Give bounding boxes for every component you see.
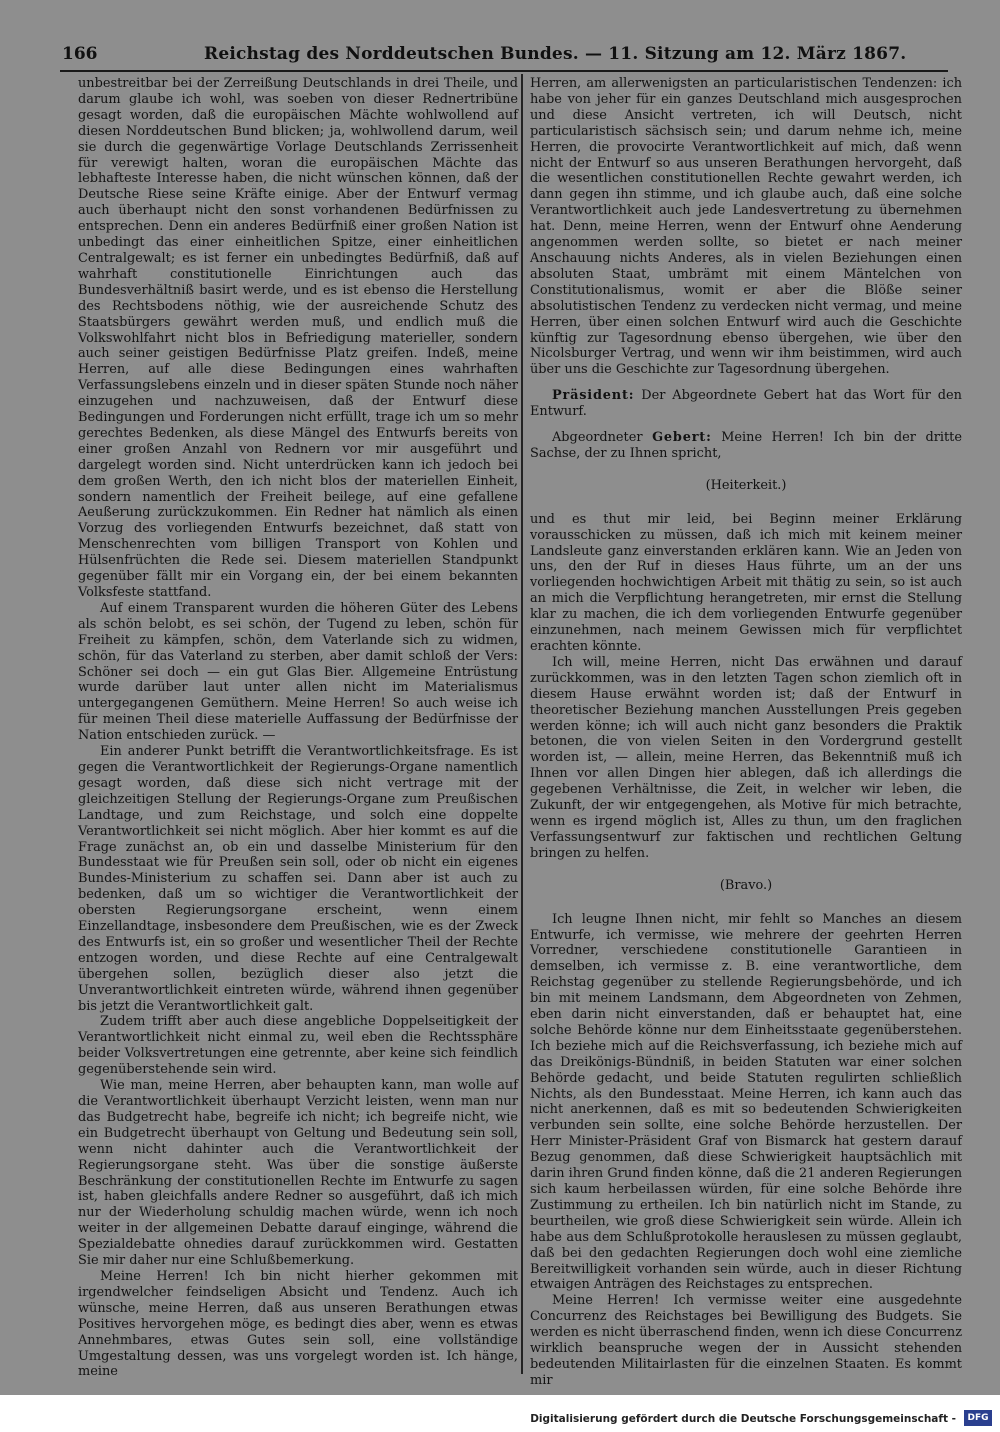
paragraph: Zudem trifft aber auch diese angebliche Doppelseitigkeit der Verantwortlichkeit nicht einmal zu, weil eben die Rechtssphäre beider Volksvertretungen eine getrennte, aber keine sich feindlich gegenüberstehende sein wird. (78, 1014, 518, 1078)
president-text: Der Abgeordnete Gebert hat das Wort für den Entwurf. (530, 388, 962, 420)
paragraph: Herren, am allerwenigsten an particularistischen Tendenzen: ich habe von jeher für ein ganzes Deutschland mich ausgesprochen und diese Ansicht vertreten, ich will Deutsch, nicht particularistisch sächsisch sein; und darum nehme ich, meine Herren, die provocirte Verantwortlichkeit auf mich, daß wenn nicht der Entwurf so aus unseren Berathungen hervorgeht, daß die wesentlichen constitutionellen Rechte gewahrt werden, ich dann gegen ihn stimme, und ich glaube auch, daß eine solche Verantwortlichkeit auch jede Landesvertretung zu übernehmen hat. Denn, meine Herren, wenn der Entwurf ohne Aenderung angenommen werden sollte, so bietet er nach meiner Anschauung nichts Anderes, als in vielen Beziehungen einen absoluten Staat, umbrämt mit einem Mäntelchen von Constitutionalismus, womit er aber die Blöße seiner absolutistischen Tendenz zu verdecken nicht vermag, und meine Herren, über einen solchen Entwurf wird auch die Geschichte künftig zur Tagesordnung ebenso übergehen, wie über den Nicolsburger Vertrag, und wenn wir ihm beistimmen, wird auch über uns die Geschichte zur Tagesordnung übergehen. (530, 76, 962, 378)
president-statement (530, 388, 962, 420)
paragraph: Meine Herren! Ich bin nicht hierher gekommen mit irgendwelcher feindseligen Absicht und Tendenz. Auch ich wünsche, meine Herren, daß aus unseren Berathungen etwas Positives hervorgehen möge, es bedingt dies aber, wenn es etwas Annehmbares, etwas Gutes sein soll, eine vollständige Umgestaltung dessen, was uns vorgelegt worden ist. Ich hänge, meine (78, 1268, 518, 1380)
right-column (530, 76, 962, 1389)
speaker-gebert: Gebert: (652, 430, 712, 446)
paragraph: Ein anderer Punkt betrifft die Verantwortlichkeitsfrage. Es ist gegen die Verantwortlichkeit der Regierungs-Organe namentlich gesagt worden, daß diese sich nicht vertrage mit der gleichzeitigen Stellung der Regierungs-Organe zum Preußischen Landtage, und zum Reichstage, und solch eine doppelte Verantwortlichkeit sei nicht möglich. Aber hier kommt es auf die Frage zunächst an, ob ein und dasselbe Ministerium für den Bundesstaat wie für Preußen sein soll, oder ob nicht ein eigenes Bundes-Ministerium zu schaffen sei. Dann aber ist auch zu bedenken, daß um so wichtiger die Verantwortlichkeit der obersten Regierungsorgane erscheint, wenn einem Einzellandtage, insbesondere dem Preußischen, wie es der Zweck des Entwurfs ist, ein so großer und wesentlicher Theil der Rechte entzogen worden, und diese Rechte auf eine Centralgewalt übergehen sollen, bezüglich dieser also jetzt die Unverantwortlichkeit eintreten würde, während ihnen gegenüber bis jetzt die Verantwortlichkeit galt. (78, 744, 518, 1014)
speaker-president: Präsident: (552, 388, 635, 404)
page-header (62, 42, 944, 68)
paragraph: Wie man, meine Herren, aber behaupten kann, man wolle auf die Verantwortlichkeit überhaupt Verzicht leisten, wenn man nur das Budgetrecht habe, begreife ich nicht; ich begreife nicht, wie ein Budgetrecht überhaupt von Geltung und Bedeutung sein soll, wenn nicht dahinter auch die Verantwortlichkeit der Regierungsorgane steht. Was über die sonstige äußerste Beschränkung der constitutionellen Rechte im Entwurfe zu sagen ist, haben gleichfalls andere Redner so ausgeführt, daß ich mich nur der Wiederholung schuldig machen würde, wenn ich noch weiter in der allgemeinen Debatte darauf einginge, während die Spezialdebatte ohnedies darauf zurückkommen wird. Gestatten Sie mir daher nur eine Schlußbemerkung. (78, 1078, 518, 1269)
paragraph: Ich leugne Ihnen nicht, mir fehlt so Manches an diesem Entwurfe, ich vermisse, wie mehrere der geehrten Herren Vorredner, verschiedene constitutionelle Garantieen in demselben, ich vermisse z. B. eine verantwortliche, dem Reichstag gegenüber zu stellende Regierungsbehörde, und ich bin mit meinem Landsmann, dem Abgeordneten von Zehmen, eben darin nicht einverstanden, daß er behauptet hat, eine solche Behörde könne nur dem Einheitsstaate gegenüberstehen. Ich beziehe mich auf die Reichsverfassung, ich beziehe mich auf das Dreikönigs-Bündniß, in beiden Statuten war einer solchen Behörde gedacht, und beide Statuten regulirten schließlich Nichts, als den Bundesstaat. Meine Herren, ich kann auch das nicht anerkennen, daß es mit so bedeutenden Schwierigkeiten verbunden sein sollte, eine solche Behörde herzustellen. Der Herr Minister-Präsident Graf von Bismarck hat gestern darauf Bezug genommen, daß diese Schwierigkeit hauptsächlich mit darin ihren Grund finden könne, daß die 21 anderen Regierungen sich kaum herbeilassen würden, für eine solche Behörde ihre Zustimmung zu ertheilen. Ich bin natürlich nicht im Stande, zu beurtheilen, wie groß diese Schwierigkeit sein würde. Allein ich habe aus dem Schlußprotokolle herauslesen zu müssen geglaubt, daß bei den gedachten Regierungen doch wohl eine ziemliche Bereitwilligkeit vorhanden sein würde, auch in dieser Richtung etwaigen Anträgen des Reichstages zu entsprechen. (530, 911, 962, 1293)
speaker-prefix: Abgeordneter (552, 430, 643, 446)
paragraph: und es thut mir leid, bei Beginn meiner Erklärung vorausschicken zu müssen, daß ich mich mit keinem meiner Landsleute ganz einverstanden erklären kann. Wie an Jeden von uns, den der Ruf in dieses Haus führte, um an der uns vorliegenden hochwichtigen Arbeit mit thätig zu sein, so ist auch an mich die Verpflichtung herangetreten, mir ernst die Stellung klar zu machen, die ich dem vorliegenden Entwurfe gegenüber einzunehmen, nach meinem Gewissen mich für verpflichtet erachten könnte. (530, 511, 962, 654)
paragraph: Meine Herren! Ich vermisse weiter eine ausgedehnte Concurrenz des Reichstages bei Bewilligung des Budgets. Sie werden es nicht überraschend finden, wenn ich diese Concurrenz wirklich beanspruche wegen der in Aussicht stehenden bedeutenden Militairlasten für die einzelnen Staaten. Es kommt mir (530, 1293, 962, 1388)
gebert-statement (530, 430, 962, 462)
header-rule (60, 70, 948, 72)
paragraph: Auf einem Transparent wurden die höheren Güter des Lebens als schön belobt, es sei schön, der Tugend zu leben, schön für Freiheit zu kämpfen, schön, dem Vaterlande sich zu widmen, schön, für das Vaterland zu sterben, aber damit schloß der Vers: Schöner sei doch — ein gut Glas Bier. Allgemeine Entrüstung wurde darüber laut unter allen nicht im Materialismus untergegangenen Gemüthern. Meine Herren! So auch weise ich für meinen Theil diese materielle Auffassung der Bedürfnisse der Nation entschieden zurück. — (78, 600, 518, 744)
running-title: Reichstag des Norddeutschen Bundes. — 11. Sitzung am 12. März 1867. (204, 44, 907, 64)
page-number: 166 (62, 44, 98, 64)
left-column (78, 76, 518, 1380)
dfg-logo: DFG (964, 1410, 992, 1426)
interjection-bravo: (Bravo.) (719, 877, 773, 893)
digitization-credit: Digitalisierung gefördert durch die Deutsche Forschungsgemeinschaft - (530, 1413, 956, 1425)
paragraph: unbestreitbar bei der Zerreißung Deutschlands in drei Theile, und darum glaube ich wohl, was soeben von dieser Rednertribüne gesagt worden, daß die europäischen Mächte wohlwollend auf diesen Norddeutschen Bund blicken; ja, wohlwollend darum, weil sie durch die gegenwärtige Vorlage Deutschlands Zerrissenheit für verewigt halten, woran die europäischen Mächte das lebhafteste Interesse haben, die nicht wünschen können, daß der Deutsche Riese seine Kräfte einige. Aber der Entwurf vermag auch überhaupt nicht den sonst vorhandenen Bedürfnissen zu entsprechen. Denn ein anderes Bedürfniß einer großen Nation ist unbedingt das einer einheitlichen Spitze, einer einheitlichen Centralgewalt; es ist ferner ein unbedingtes Bedürfniß, daß auf wahrhaft constitutionelle Einrichtungen auch das Bundesverhältniß basirt werde, und es ist ebenso die Herstellung des Rechtsbodens nöthig, wie der ausreichende Schutz des Staatsbürgers gewährt werden muß, und endlich muß die Volkswohlfahrt nicht blos in Befriedigung materieller, sondern auch seiner geistigen Bedürfnisse Platz greifen. Indeß, meine Herren, auf alle diese Bedingungen eines wahrhaften Verfassungslebens einzeln und in dieser späten Stunde noch näher einzugehen und nachzuweisen, daß der Entwurf diese Bedingungen und Forderungen nicht erfüllt, trage ich um so mehr gerechtes Bedenken, als diese Mängel des Entwurfs bereits von einer großen Anzahl von Rednern vor mir ausgeführt und dargelegt worden sind. Nicht unterdrücken kann ich jedoch bei dem großen Werth, den ich nicht blos der materiellen Einheit, sondern namentlich der Freiheit beilege, auf eine gefallene Aeußerung zurückzukommen. Ein Redner hat nämlich als einen Vorzug des vorliegenden Entwurfs bezeichnet, daß statt von Menschenrechten vom billigen Transport von Kohlen und Hülsenfrüchten die Rede sei. Diesem materiellen Standpunkt gegenüber fällt mir ein Vorgang ein, der bei einem bekannten Volksfeste stattfand. (78, 76, 518, 600)
column-divider (521, 74, 523, 1374)
gebert-text: Meine Herren! Ich bin der dritte Sachse, der zu Ihnen spricht, (530, 430, 962, 461)
paragraph: Ich will, meine Herren, nicht Das erwähnen und darauf zurückkommen, was in den letzten Tagen schon ziemlich oft in diesem Hause erwähnt worden ist; daß der Entwurf in theoretischer Beziehung manchen Ausstellungen Preis gegeben werden könne; ich will auch nicht ganz besonders die Praktik betonen, die von vielen Seiten in den Vordergrund gestellt worden ist, — allein, meine Herren, das Bekenntniß muß ich Ihnen vor allen Dingen hier ablegen, daß ich allerdings die gegebenen Verhältnisse, die Zeit, in welcher wir leben, die Zukunft, der wir entgegengehen, als Motive für mich betrachte, wenn es irgend möglich ist, Alles zu thun, um den fraglichen Verfassungsentwurf zur faktischen und rechtlichen Geltung bringen zu helfen. (530, 654, 962, 861)
interjection-heiterkeit: (Heiterkeit.) (705, 477, 787, 493)
